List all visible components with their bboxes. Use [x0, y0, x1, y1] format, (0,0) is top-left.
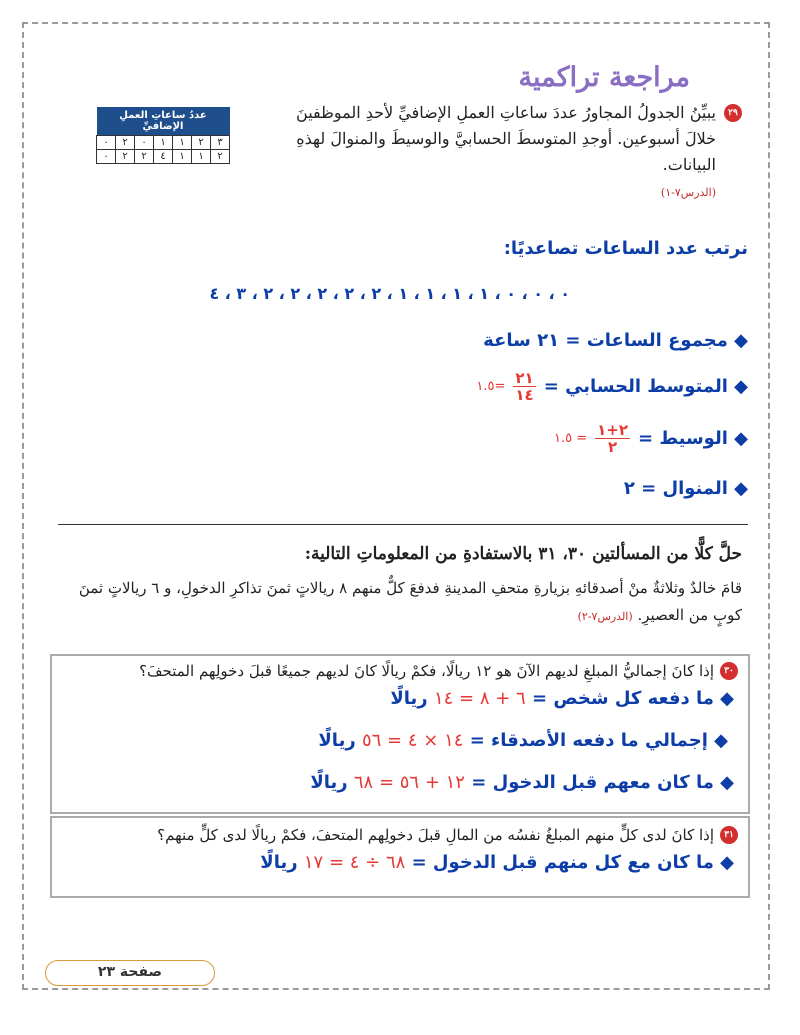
- answer-label: ◆ إجمالي ما دفعه الأصدقاء =: [469, 730, 728, 751]
- table-cell: ٢: [192, 136, 211, 150]
- answer-math: ٦ + ٨ = ١٤: [433, 688, 526, 709]
- mean-value: =١.٥: [476, 379, 506, 394]
- page-number-badge: صفحة ٢٣: [45, 960, 215, 986]
- lesson-reference: (الدرس٧-٢): [577, 610, 633, 623]
- answer-line: [390, 688, 734, 709]
- sum-text: ◆ مجموع الساعات = ٢١ ساعة: [483, 330, 748, 351]
- answer-unit: ريالًا: [318, 730, 356, 751]
- table-cell: ٠: [135, 136, 154, 150]
- table-cell: ٠: [97, 136, 116, 150]
- table-cell: ٢: [211, 150, 230, 164]
- sorted-sequence: ٠ ، ٠ ، ٠ ، ١ ، ١ ، ١ ، ١ ، ٢ ، ٢ ، ٢ ، ٢ ، ٢ ، ٣ ، ٤: [209, 284, 570, 303]
- table-header: عددُ ساعاتِ العملِ الإضافيِّ: [97, 107, 230, 136]
- instructions-heading: حلَّ كلًّا من المسألتين ٣٠، ٣١ بالاستفادةِ من المعلوماتِ التالية:: [304, 544, 742, 564]
- table-cell: ١: [173, 136, 192, 150]
- section-title: مراجعة تراكمية: [518, 62, 690, 93]
- mean-label: ◆ المتوسط الحسابي =: [543, 376, 748, 397]
- question-number-badge: ٣٠: [720, 662, 738, 680]
- answer-label: ◆ ما كان مع كل منهم قبل الدخول =: [411, 852, 734, 873]
- numerator: ٢١: [515, 369, 534, 387]
- answer-math: ٦٨ ÷ ٤ = ١٧: [303, 852, 406, 873]
- answer-line: [318, 730, 728, 751]
- question-31: [157, 826, 738, 844]
- table-cell: ٢: [116, 150, 135, 164]
- answer-unit: ريالًا: [260, 852, 298, 873]
- median-label: ◆ الوسيط =: [638, 428, 748, 449]
- table-row: [97, 150, 230, 164]
- question-text: إذا كانَ لدى كلٍّ منهم المبلغُ نفسُه من المالِ قبلَ دخولِهم المتحفَ، فكمْ ريالًا لدى كلٍّ منهم؟: [157, 826, 714, 844]
- answer-line: [260, 852, 734, 873]
- median-line: [554, 422, 748, 455]
- question-31-box: [50, 816, 750, 898]
- ordering-label: نرتب عدد الساعات تصاعديًا:: [503, 238, 748, 259]
- denominator: ١٤: [515, 386, 534, 404]
- sum-line: [483, 330, 748, 351]
- answer-math: ١٢ + ٥٦ = ٦٨: [353, 772, 465, 793]
- table-cell: ٢: [135, 150, 154, 164]
- median-value: = ١.٥: [553, 431, 588, 446]
- story-text: قامَ خالدٌ وثلاثةٌ منْ أصدقائهِ بزيارةِ متحفِ المدينةِ فدفعَ كلٌّ منهم ٨ ريالاتٍ ثمنَ تذاكرِ الدخولِ، و ٦ ريالاتٍ ثمنَ كوبٍ من العصيرِ.: [78, 579, 742, 624]
- mean-fraction: [513, 370, 535, 403]
- denominator: ٢: [607, 438, 618, 456]
- divider: [58, 524, 748, 525]
- question-29: [272, 100, 742, 206]
- mean-line: [476, 370, 748, 403]
- question-text: إذا كانَ إجماليُّ المبلغِ لديهم الآنَ هو ١٢ ريالًا، فكمْ ريالًا كانَ لديهم جميعًا قبلَ دخولِهم المتحفَ؟: [139, 662, 714, 680]
- story-paragraph: [52, 575, 742, 630]
- table-row: [97, 136, 230, 150]
- answer-line: [310, 772, 734, 793]
- mode-line: [624, 478, 748, 499]
- question-number-badge: ٣١: [720, 826, 738, 844]
- median-fraction: [595, 422, 630, 455]
- lesson-reference: (الدرس٧-١): [660, 186, 716, 199]
- table-cell: ١: [173, 150, 192, 164]
- question-30-box: [50, 654, 750, 814]
- table-cell: ١: [154, 136, 173, 150]
- answer-math: ١٤ × ٤ = ٥٦: [361, 730, 464, 751]
- table-cell: ٠: [97, 150, 116, 164]
- table-cell: ٤: [154, 150, 173, 164]
- table-cell: ٢: [116, 136, 135, 150]
- question-number-badge: ٢٩: [724, 104, 742, 122]
- answer-unit: ريالًا: [390, 688, 428, 709]
- answer-label: ◆ ما كان معهم قبل الدخول =: [471, 772, 734, 793]
- mode-text: ◆ المنوال = ٢: [623, 478, 748, 499]
- answer-unit: ريالًا: [310, 772, 348, 793]
- table-cell: ١: [192, 150, 211, 164]
- question-30: [139, 662, 738, 680]
- overtime-hours-table: [96, 107, 230, 164]
- numerator: ٢+١: [597, 421, 628, 439]
- answer-label: ◆ ما دفعه كل شخص =: [531, 688, 734, 709]
- table-cell: ٣: [211, 136, 230, 150]
- question-text: يبيِّنُ الجدولُ المجاورُ عددَ ساعاتِ العملِ الإضافيِّ لأحدِ الموظفينَ خلالَ أسبوعين. أوجدِ المتوسطَ الحسابيَّ والوسيطَ والمنوالَ لهذهِ البيانات.: [296, 103, 716, 174]
